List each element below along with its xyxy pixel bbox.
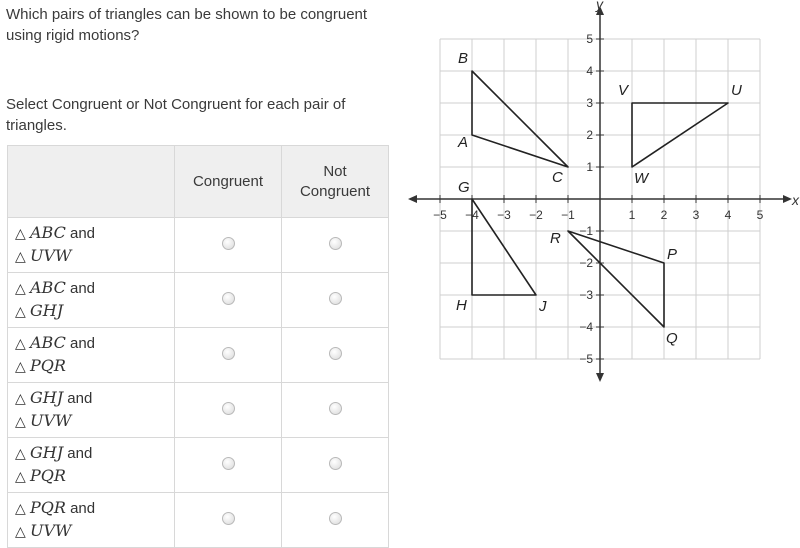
header-not-line2: Congruent [299, 182, 371, 200]
and-word: and [67, 445, 93, 462]
congruent-radio[interactable] [222, 292, 235, 305]
triangle-symbol: △ [15, 446, 26, 462]
triangle-name-b: GHJ [29, 301, 64, 320]
triangle-symbol: △ [15, 469, 26, 485]
congruent-radio[interactable] [222, 512, 235, 525]
not-congruent-radio[interactable] [329, 457, 342, 470]
congruent-radio[interactable] [222, 402, 235, 415]
y-tick-label: −4 [579, 320, 593, 334]
triangle-name-a: GHJ [29, 443, 64, 462]
triangle-symbol: △ [15, 414, 26, 430]
vertex-label-c: C [552, 169, 563, 186]
table-row [8, 218, 389, 273]
triangle-symbol: △ [15, 524, 26, 540]
triangle-abc [472, 71, 568, 167]
congruent-cell [175, 383, 282, 438]
triangle-symbol: △ [15, 304, 26, 320]
vertex-label-b: B [458, 50, 469, 67]
triangle-name-b: UVW [29, 521, 72, 540]
triangle-name-a: PQR [29, 498, 66, 517]
table-header-row [8, 146, 389, 218]
y-tick-label: −3 [579, 288, 593, 302]
triangle-symbol: △ [15, 336, 26, 352]
header-not-congruent [282, 146, 389, 218]
y-tick-label: 4 [586, 64, 593, 78]
and-word: and [70, 500, 96, 517]
and-word: and [69, 225, 96, 242]
pair-label [8, 383, 175, 438]
not-congruent-radio[interactable] [329, 237, 342, 250]
triangle-name-a: ABC [29, 278, 66, 297]
triangle-name-a: ABC [29, 223, 66, 242]
x-tick-label: 4 [724, 208, 732, 222]
table-row [8, 273, 389, 328]
triangle-name-b: UVW [29, 411, 72, 430]
not-congruent-cell [282, 383, 389, 438]
congruent-radio[interactable] [222, 457, 235, 470]
x-axis-label: x [792, 192, 799, 208]
x-tick-label: −2 [529, 208, 543, 222]
table-row [8, 328, 389, 383]
table-row [8, 383, 389, 438]
triangle-name-b: PQR [29, 466, 66, 485]
y-tick-label: 3 [586, 96, 593, 110]
x-axis-arrow-left [408, 195, 417, 203]
not-congruent-cell [282, 273, 389, 328]
x-tick-label: −3 [497, 208, 511, 222]
x-tick-label: 5 [756, 208, 764, 222]
pair-label [8, 328, 175, 383]
y-tick-label: −2 [579, 256, 593, 270]
pair-label [8, 438, 175, 493]
pair-label [8, 218, 175, 273]
pair-label [8, 273, 175, 328]
x-tick-label: 1 [628, 208, 636, 222]
question-text: Which pairs of triangles can be shown to be congruent using rigid motions? [6, 6, 368, 44]
congruent-radio[interactable] [222, 347, 235, 360]
x-tick-label: 3 [692, 208, 700, 222]
header-blank [8, 146, 175, 218]
y-tick-label: −1 [579, 224, 593, 238]
x-tick-label: 2 [660, 208, 668, 222]
coordinate-plane [404, 0, 800, 386]
and-word: and [67, 390, 93, 407]
congruent-cell [175, 273, 282, 328]
y-tick-label: 1 [586, 160, 593, 174]
x-axis-arrow-right [783, 195, 792, 203]
vertex-label-w: W [634, 170, 649, 187]
y-axis-arrow-down [596, 373, 604, 382]
triangle-symbol: △ [15, 359, 26, 375]
congruence-table [7, 145, 389, 548]
header-not-line1: Not [323, 162, 347, 180]
not-congruent-radio[interactable] [329, 347, 342, 360]
triangle-name-a: ABC [29, 333, 66, 352]
triangle-symbol: △ [15, 391, 26, 407]
congruent-cell [175, 328, 282, 383]
and-word: and [69, 280, 96, 297]
vertex-label-p: P [667, 246, 678, 263]
instruction-text: Select Congruent or Not Congruent for each pair of triangles. [6, 96, 346, 134]
not-congruent-cell [282, 218, 389, 273]
congruent-cell [175, 218, 282, 273]
vertex-label-q: Q [666, 330, 678, 347]
x-tick-label: −4 [465, 208, 479, 222]
header-congruent: Congruent [175, 146, 282, 218]
vertex-label-j: J [539, 298, 547, 315]
triangle-name-b: PQR [29, 356, 66, 375]
vertex-label-u: U [731, 82, 742, 99]
x-tick-label: −1 [561, 208, 575, 222]
triangle-name-a: GHJ [29, 388, 64, 407]
not-congruent-radio[interactable] [329, 512, 342, 525]
not-congruent-cell [282, 438, 389, 493]
y-tick-label: −5 [579, 352, 593, 366]
triangle-name-b: UVW [29, 246, 72, 265]
not-congruent-cell [282, 328, 389, 383]
not-congruent-radio[interactable] [329, 292, 342, 305]
vertex-label-r: R [550, 230, 561, 247]
triangle-symbol: △ [15, 249, 26, 265]
congruent-radio[interactable] [222, 237, 235, 250]
triangle-symbol: △ [15, 226, 26, 242]
triangle-symbol: △ [15, 501, 26, 517]
table-row [8, 493, 389, 548]
pair-label [8, 493, 175, 548]
x-tick-label: −5 [433, 208, 447, 222]
triangle-pqr [568, 231, 664, 327]
vertex-label-h: H [456, 297, 467, 314]
congruent-cell [175, 438, 282, 493]
not-congruent-radio[interactable] [329, 402, 342, 415]
not-congruent-cell [282, 493, 389, 548]
vertex-label-v: V [618, 82, 629, 99]
table-row [8, 438, 389, 493]
congruent-cell [175, 493, 282, 548]
y-tick-label: 2 [586, 128, 593, 142]
y-tick-label: 5 [586, 32, 593, 46]
vertex-label-g: G [458, 179, 470, 196]
vertex-label-a: A [458, 134, 469, 151]
and-word: and [69, 335, 96, 352]
triangle-symbol: △ [15, 281, 26, 297]
y-axis-label: y [596, 0, 603, 12]
